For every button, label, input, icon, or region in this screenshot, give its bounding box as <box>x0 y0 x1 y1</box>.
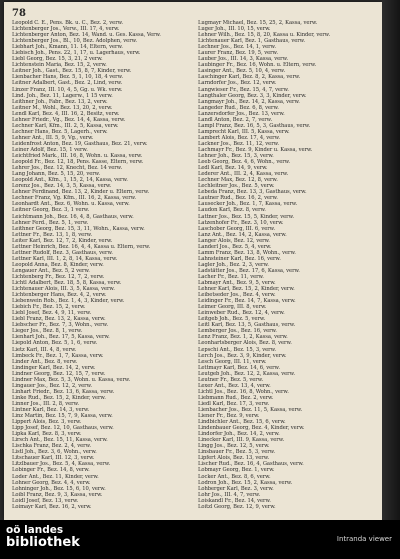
directory-entry: Lattner Jos., Bez. 15, 5, Kinder, verw. <box>198 213 294 220</box>
directory-entry: Lindorfer Joh., Bez. 14, 2, verw. <box>198 431 280 438</box>
directory-entry: Lettner Karl, III. 1, 2, 8, 14, Kassa, verw. <box>12 255 118 262</box>
directory-entry: Leitner Adalbert, Gast., Bez. 2, Lind, verw. <box>12 80 123 87</box>
directory-entry: Laudon Karl, Bez. 8, verw. <box>198 207 266 214</box>
directory-entry: Lackner Jos., Bez. 11, 12, verw. <box>198 140 280 147</box>
directory-entry: Lienhart Joh., Bez. 17, 5, Kassa, verw. <box>12 334 110 341</box>
directory-entry: Ledl Karl, Bez. 14, 9, verw. <box>198 165 268 172</box>
directory-entry: Leopold Fr., Bez. 12, 18, Pens. Kasse, Eltern, verw. <box>12 159 144 166</box>
directory-entry: Liener Fr., Bez. 9, verw. <box>198 413 260 420</box>
directory-entry: Landerl Jos., Bez. 5, 4, verw. <box>198 243 272 250</box>
directory-entry: Lohner Georg, Bez. 4, 4, verw. <box>12 479 91 486</box>
directory-entry: Lechner Max, Bez. 12, 8, verw. <box>198 177 278 184</box>
directory-entry: Lehner Wilh., Bez. 15, 8, 20, Kassa u. Kinder, verw. <box>198 32 331 39</box>
directory-entry: Lehner Joh., Bez. 15, 3, verw. <box>198 153 274 160</box>
directory-entry: Lindinger Karl, Bez. 14, 2, verw. <box>12 364 96 371</box>
directory-entry: Lichtenstein Maria, Bez. 15, 2, verw. <box>12 62 107 69</box>
directory-entry: Liebenwein Rob., Bez. 1, 4, 3, Kinder, verw. <box>12 298 125 305</box>
directory-entry: Lederer Ant., III. 2, 4, Kassa, verw. <box>198 171 289 178</box>
directory-entry: Liebisch Joh., Pens. 22, 1, 17, u. Lagerhaus, verw. <box>12 50 141 57</box>
directory-entry: Lichtenberg Fr., Bez. 12, 7, 2, verw. <box>12 273 105 280</box>
directory-entry: Leibetseder Jos., Bez. 4, verw. <box>198 292 276 299</box>
directory-entry: Linder Ant., Bez. 8, verw. <box>12 358 78 365</box>
directory-entry: Lehner Friedr., Vg., Bez. 14, 4, Kassa, verw. <box>12 116 126 123</box>
directory-entry: Lemberger Jos., Bez. 16, verw. <box>198 328 277 335</box>
directory-entry: Leithner Georg, Bez. 15, 3, 11, Wohn., Kassa, verw. <box>12 225 145 232</box>
directory-entry: Lamm Franz, Bez. 13, 8, Wohn., verw. <box>198 249 296 256</box>
directory-entry: Lichtenberger Jos., Verw., III. 17, 4, verw. <box>12 26 120 33</box>
directory-entry: Leidenfrost Anton, Bez. 19, Gasthaus, Bez. 21, verw. <box>12 140 148 147</box>
directory-entry: Lobmayr Georg, Bez. 1, verw. <box>198 467 275 474</box>
directory-entry: Lepschi Ant., Bez. 15, 3, verw. <box>198 346 276 353</box>
directory-entry: Lambert Alois, Bez. 17, 4, verw. <box>198 134 280 141</box>
directory-entry: Lichtenberger Anton, Bez. 14, Wand. u. Ges. Kassa, Verw. <box>12 32 161 39</box>
directory-entry: Laurer Franz, Bez. 19, 5, verw. <box>198 50 278 57</box>
logo-line2: bibliothek <box>6 534 80 550</box>
directory-entry: Leiter Karl, Bez. 12, 7, 2, Kinder, verw. <box>12 237 113 244</box>
directory-entry: Lohr Jos., III. 4, 7, verw. <box>198 491 261 498</box>
viewer-label[interactable]: Intranda viewer <box>336 535 392 543</box>
directory-entry: Lipka Karl, Bez. 8, 3, verw. <box>12 431 82 438</box>
directory-entry: Leidinger Fr., Bez. 14, 7, Kassa, verw. <box>198 298 296 305</box>
directory-entry: Lintner Karl, Bez. 14, 3, verw. <box>12 407 90 413</box>
directory-entry: Lischka Franz, Bez. 2, 4, verw. <box>12 443 91 450</box>
directory-entry: Langmayr Joh., Bez. 14, 2, Kassa, verw. <box>198 98 300 105</box>
directory-entry: Lenz Franz, Bez. 1, 2, Kassa, verw. <box>198 334 288 341</box>
directory-entry: Liebl Georg, Bez. 15, 3, 21, 2 verw. <box>12 56 103 63</box>
directory-entry: Lechner Jos., Bez. 14, 1, verw. <box>198 44 276 51</box>
directory-entry: Leimer Georg, III. 8, verw. <box>198 304 267 311</box>
directory-entry: Ladstätter Jos., Bez. 17, 6, Kassa, verw. <box>198 267 300 274</box>
directory-entry: Lieger Jos., Bez. 8, 1, verw. <box>12 328 83 335</box>
directory-entry: Loimayr Karl, Bez. 16, 2, verw. <box>12 503 92 510</box>
directory-entry: Lichtl Adalbert, Bez. 18, 5, 8, Kassa, verw. <box>12 280 122 287</box>
directory-entry: Listl Joh., Bez. 3, 6, Wohn., verw. <box>12 449 97 456</box>
directory-entry: Lesch Georg, III. 11, verw. <box>198 358 267 365</box>
directory-entry: Lehner Karl, Bez. 15, 2, Kinder, verw. <box>198 286 295 293</box>
directory-entry: Litschauer Karl, III. 12, 3, verw. <box>12 455 95 462</box>
directory-entry: Lind. Joh., Bez. 11, Lagerw., 1 15 verw. <box>12 92 113 99</box>
directory-entry: Liebl Josef, Bez. 4, 9, 11, verw. <box>12 310 92 317</box>
directory-entry: Leonhartsberger Alois, Bez. 8, verw. <box>198 340 292 347</box>
directory-entry: Lorenz Jos., Bez. 14, 3, 5, Kassa, verw. <box>12 183 112 190</box>
directory-entry: Liebich Fr., Bez. 15, 2, verw. <box>12 304 86 311</box>
logo-line1: oö landes <box>6 524 64 536</box>
directory-entry: Liebhart Joh., Kmann, 11. 14, Eltern, verw. <box>12 44 123 51</box>
directory-entry: Loidl Josef, Bez. 13, verw. <box>12 497 79 504</box>
directory-entry: Limbeck Fr., Bez. 1, 7, Kassa, verw. <box>12 352 104 359</box>
directory-entry: Leitner Joh., Gast., Bez. 15, 8, 7, Kinder, verw. <box>12 68 132 75</box>
directory-entry: Landl Anton, Bez. 2, 7, verw. <box>198 116 273 123</box>
directory-entry: Lahnsteiner Karl, Bez. 16, verw. <box>198 255 281 262</box>
directory-entry: Linzer Franz, III. 10, 4, 5, Gg. u. Wk. verw. <box>12 86 123 93</box>
directory-entry: Loitzl Georg, Bez. 12, 9, verw. <box>198 503 276 510</box>
directory-entry: Luger Joh., III. 10, 15, verw. <box>198 26 271 33</box>
directory-entry: Lagler Joh., Bez. 2, 3, verw. <box>198 261 269 268</box>
directory-entry: Lohninger Joh., Bez. 15, 6, 10, verw. <box>12 485 106 492</box>
directory-entry: Lausecker Joh., Bez. 1, 7, Kassa, verw. <box>198 201 298 208</box>
directory-entry: Lettner Fr., Bez. 13, 1, 8, verw. <box>12 231 92 238</box>
directory-entry: Lippert Alois, Bez. 3, verw. <box>12 419 82 426</box>
directory-entry: Laubinger Fr., Bez. 16, Wohn. u. Eltern, verw. <box>198 62 317 69</box>
directory-entry: Liebl Franz, Bez. 13, 2, Kassa, verw. <box>12 316 106 323</box>
directory-entry: Linhart Friedr., Bez. 13, 6, Kassa, verw. <box>12 388 115 395</box>
directory-entry: Liebmann Rud., Bez. 2, verw. <box>198 394 274 401</box>
directory-entry: Lachmayr Fr., Bez. 9, Kinder u. Kassa, verw. <box>198 146 313 153</box>
directory-entry: Lanzersdorfer Jos., Bez. 13, verw. <box>198 110 285 117</box>
directory-entry: Lautner Rud., Bez. 16, 2, verw. <box>198 195 278 202</box>
directory-entry: Linecker Karl, III. 9, Kassa, verw. <box>198 437 285 444</box>
directory-entry: Lodron Joh., Bez. 15, 2, Kassa, verw. <box>198 479 293 486</box>
directory-entry: Lichtenberger Hans, Bez. 4, 2, verw. <box>12 292 107 299</box>
directory-entry: Lirsch Ant., Bez. 15, 11, Kassa, verw. <box>12 437 108 444</box>
directory-entry: Liebscher Fr., Bez. 7, 3, Wohn., verw. <box>12 322 108 329</box>
directory-entry: Lietz Karl, III. 4, 8, verw. <box>12 346 77 353</box>
directory-entry: Labmayr Ant., Bez. 9, 5, verw. <box>198 280 276 287</box>
directory-entry: Lindbichler Ant., Bez. 15, 6, verw. <box>198 419 286 426</box>
directory-entry: Loibl Franz, Bez. 9, 3, Kassa, verw. <box>12 491 103 498</box>
page-number: 78 <box>12 8 26 19</box>
directory-entry: Leeb Georg, Bez. 4, 6, Wohn., verw. <box>198 159 291 166</box>
directory-entry: Lechner Franz, Vg. Kfm., III. 16, 2, Kassa, verw. <box>12 195 136 202</box>
directory-entry: Leiner Adolf, Bez. 15, 1 verw. <box>12 146 88 153</box>
directory-entry: Lexer Ant., Bez. 13, 4, verw. <box>198 382 271 389</box>
footer-bar <box>0 520 400 559</box>
directory-entry: Lechleitner Jos., Bez. 5, verw. <box>198 183 275 190</box>
directory-entry: Loder Ant., Bez. 11, Kinder, verw. <box>12 473 99 480</box>
directory-entry: Langthaler Georg, Bez. 3, 3, Kinder, verw. <box>198 92 307 99</box>
directory-entry: Leithner Joh., Fabr., Bez. 13, 2, verw. <box>12 98 108 105</box>
directory-entry: Linsbauer Fr., Bez. 5, 3, verw. <box>198 449 276 456</box>
directory-entry: Leinweber Rud., Bez. 12, 4, verw. <box>198 310 285 317</box>
directory-entry: Lebeda Franz, Bez. 13, 3, Gasthaus, verw. <box>198 189 307 196</box>
directory-entry: Lettmayr Karl, Bez. 14, 6, verw. <box>198 364 280 371</box>
directory-entry: Lindner Max, Bez. 5, 3, Wohn. u. Kassa, verw. <box>12 376 131 383</box>
directory-entry: Litzlbauer Jos., Bez. 5, 4, Kassa, verw. <box>12 461 111 468</box>
directory-entry: Lechner Hans, Bez. 5, Lagerh., verw. <box>12 128 108 135</box>
directory-entry: Loiskandl Fr., Bez. 14, verw. <box>198 497 271 504</box>
directory-entry: Liepold Anton, Bez. 5, 1, 6, verw. <box>12 340 98 347</box>
left-column <box>12 20 188 510</box>
directory-entry: Leopold C. E., Pens. Bk. u. C., Bez. 2, verw. <box>12 20 123 26</box>
directory-entry: Laschinger Karl, Bez. 8, 2, Kassa, verw. <box>198 74 301 81</box>
directory-entry: Leichtfried Mark., III. 16, 8, Wohn. u. Kassa, verw. <box>12 153 143 160</box>
directory-entry: Lingg Jos., Bez. 12, 5, verw. <box>198 443 270 450</box>
directory-entry: Leitl Karl, Bez. 13, 5, Gasthaus, verw. <box>198 322 296 329</box>
directory-entry: Lischer Rud., Bez. 16, 4, Gasthaus, verw. <box>198 461 304 468</box>
directory-entry: Lindenbauer Georg, Bez. 4, Kinder, verw. <box>198 425 305 432</box>
directory-entry: Leitner M., Wohl., Bez. 13, 20, 2, verw. <box>12 104 113 111</box>
directory-entry: Larndorfer Jos., Bez. 12, verw. <box>198 80 277 87</box>
directory-entry: Lehner Ferdinand, Bez. 13, 2, Kinder u. Eltern, verw. <box>12 189 150 196</box>
directory-entry: Langwieser Fr., Bez. 15, 4, 7, verw. <box>198 86 289 93</box>
directory-entry: Lacher Fr., Bez. 11, verw. <box>198 273 264 280</box>
directory-entry: Laschober Georg, III. 6, verw. <box>198 225 276 232</box>
directory-entry: Lampl Franz, Bez. 16, 5, 3, Gasthaus, verw. <box>198 122 311 129</box>
directory-entry: Leichtmann Joh., Bez. 16, 4, 8, Gasthaus, verw. <box>12 213 134 220</box>
directory-entry: Lingauer Jos., Bez. 12, 2, verw. <box>12 382 92 389</box>
directory-entry: Lohberger Karl, Bez. 3, verw. <box>198 485 274 492</box>
directory-entry: Langer Alois, Bez. 12, verw. <box>198 237 270 244</box>
directory-entry: Linz Martin, Bez. 15, 7, 9, Kassa, verw. <box>12 413 113 420</box>
directory-entry: Lichtenberger Jos., Bl., 10, Bez. Adolphen, verw. <box>12 38 138 45</box>
directory-entry: Lienbacher Jos., Bez. 11, 5, Kassa, verw. <box>198 407 303 413</box>
directory-entry: Lugmayr Michael, Bez. 15, 25, 2, Kassa, verw. <box>198 20 318 26</box>
directory-entry: Lasinger Ant., Bez. 5, 10, 4, verw. <box>198 68 286 75</box>
directory-entry: Lang Johann, Bez. 5, 15, 20, verw. <box>12 171 101 178</box>
directory-entry: Leutner Fr., Bez. 5, verw. <box>198 376 264 383</box>
directory-entry: Lanz Ant., Bez. 14, 2, Kassa, verw. <box>198 231 287 238</box>
directory-entry: Lienbacher Hans, Bez. 5, 1, 10, 18, 4 verw. <box>12 74 123 81</box>
directory-entry: Leutgeb Joh., Bez. 12, 2, Kassa, verw. <box>198 370 295 377</box>
directory-entry: Langeder Rud., Bez. 6, 8, verw. <box>198 104 279 111</box>
directory-entry: Lehner Ant., III. 5, 9, Vg., verw. <box>12 134 94 141</box>
directory-entry: Lindner Georg, Bez. 12, 15, 7, verw. <box>12 370 106 377</box>
right-column <box>198 20 374 510</box>
directory-entry: Lichtenauer Alois, III. 3, 5, Kassa, verw. <box>12 286 115 293</box>
directory-entry: Lechner Karl, Kfm., III. 2, 5, Kassa, verw. <box>12 122 119 129</box>
directory-entry: Leitgeb Joh., Bez. 5, verw. <box>198 316 266 323</box>
directory-entry: Lettner Heinrich, Bez. 16, 4, 4, Kassa u. Eltern, verw. <box>12 243 151 250</box>
page-edge-shadow <box>382 0 400 520</box>
scanned-page <box>4 2 382 520</box>
directory-entry: Lerch Jos., Bez. 3, 9, Kinder, verw. <box>198 352 287 359</box>
library-logo[interactable] <box>6 525 80 548</box>
directory-entry: Leopold Anna, Bez. 8, Kinder, verw. <box>12 261 104 268</box>
directory-entry: Lauber Jos., III. 14, 3, Kassa, verw. <box>198 56 288 63</box>
directory-entry: Leonhardt Ant., Bez. 6, Wohn. u. Kassa, verw. <box>12 201 130 208</box>
directory-entry: Lengauer Ant., Bez. 5, 2 verw. <box>12 267 90 274</box>
directory-entry: Lehner Ferd., Bez. 5, 1, verw. <box>12 219 89 226</box>
directory-entry: Linke Rud., Bez. 15, 2, Kinder, verw. <box>12 394 106 401</box>
directory-entry: Lettner Rudolf, Bez. 3, Gasthaus, verw. <box>12 249 113 256</box>
directory-entry: Leitner Georg, Bez. 3, 1 verw. <box>12 207 90 214</box>
directory-entry: Lendl Karl, Bez. 4, III. 16, 2, Besitz, verw. <box>12 110 120 117</box>
directory-entry: Lobinger Fr., Bez. 14, 8, verw. <box>12 467 90 474</box>
directory-entry: Lichtenauer Karl, Bez. 1, Gasthaus, verw. <box>198 38 306 45</box>
directory-entry: Lipfert Alois, Bez. 13, verw. <box>198 455 270 462</box>
directory-entry: Locker Ant., Bez. 8, 6, verw. <box>198 473 271 480</box>
directory-entry: Lamprecht Karl, III. 5, Kassa, verw. <box>198 128 290 135</box>
directory-entry: Latzenhofer Fr., Bez. 3, 10, verw. <box>198 219 284 226</box>
directory-entry: Lichtl Jos., Bez. 16, 8, Wohn., verw. <box>198 388 289 395</box>
directory-entry: Linner Jos., III. 2, 8, verw. <box>12 400 79 407</box>
directory-entry: Liedl Karl, Bez. 17, 3, verw. <box>198 400 270 407</box>
directory-entry: Leopold Ant., Kfm., 1, 15, 2, 14, Kassa, verw. <box>12 177 128 184</box>
directory-entry: Lehrer Jos., Bez. 12, Knecht, Bez. 14 verw. <box>12 165 123 172</box>
directory-entry: Lipp Josef, Bez. 12, 10, Gasthaus, verw. <box>12 425 114 432</box>
